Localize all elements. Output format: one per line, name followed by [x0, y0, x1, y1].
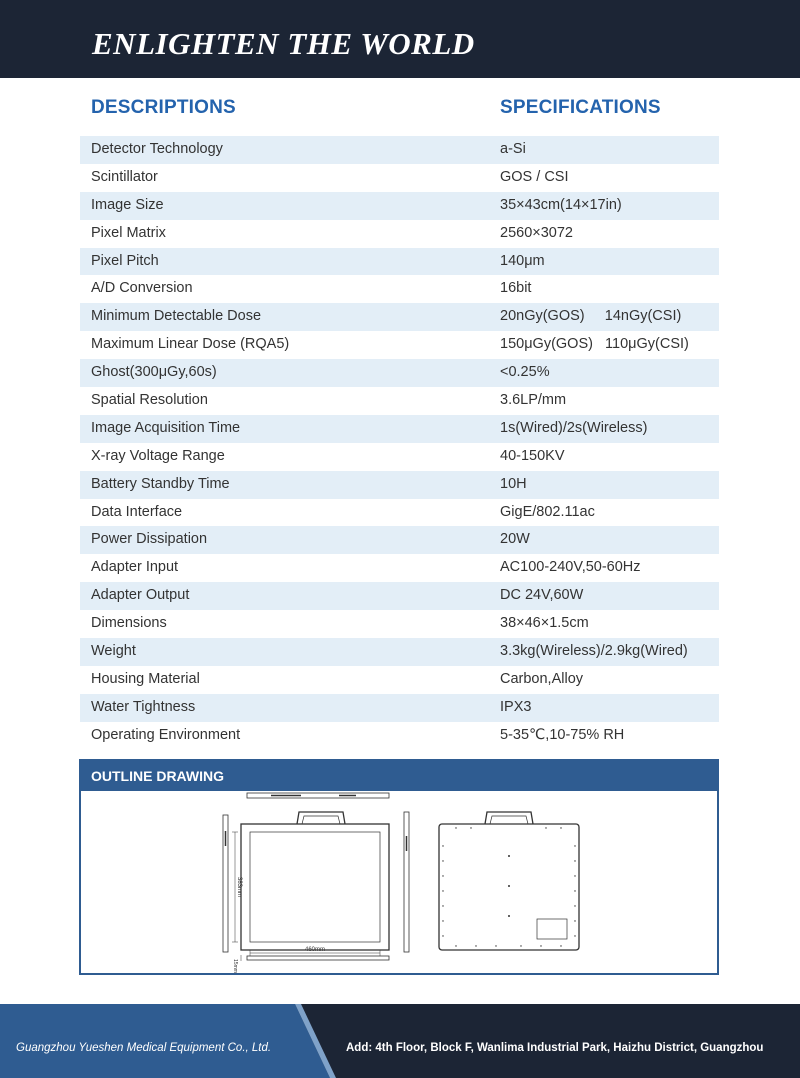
company-name: Guangzhou Yueshen Medical Equipment Co., Ltd. — [16, 1042, 272, 1054]
spec-row — [80, 248, 719, 276]
spec-label: Scintillator — [91, 168, 158, 185]
top-edge-view — [247, 793, 389, 798]
spec-value: 5-35℃,10-75% RH — [500, 726, 625, 743]
spec-row — [80, 164, 719, 192]
footer-background — [0, 1004, 800, 1078]
spec-label: Data Interface — [91, 503, 183, 520]
spec-label: Ghost(300μGy,60s) — [91, 364, 217, 381]
back-view-rivets — [442, 827, 575, 946]
top-banner — [0, 0, 800, 78]
spec-value: GigE/802.11ac — [500, 503, 595, 520]
spec-row — [80, 526, 719, 554]
spec-value: <0.25% — [500, 364, 550, 381]
detector-outline-drawing — [81, 791, 717, 973]
spec-label: Spatial Resolution — [91, 392, 208, 409]
spec-row — [80, 694, 719, 722]
spec-label: Battery Standby Time — [91, 475, 230, 492]
spec-row — [80, 192, 719, 220]
spec-table — [80, 136, 719, 750]
right-side-view — [404, 812, 409, 952]
page-title: ENLIGHTEN THE WORLD — [92, 26, 475, 61]
outline-drawing-header — [81, 761, 717, 791]
spec-row — [80, 582, 719, 610]
outline-drawing-title: OUTLINE DRAWING — [91, 768, 224, 784]
spec-label: Minimum Detectable Dose — [91, 308, 262, 325]
spec-row — [80, 303, 719, 331]
specifications-heading: SPECIFICATIONS — [500, 97, 661, 118]
spec-value: 140μm — [500, 252, 545, 269]
spec-row — [80, 554, 719, 582]
thickness-dimension-label: 15mm — [232, 959, 238, 973]
footer — [0, 1004, 800, 1078]
spec-value: 20nGy(GOS) 14nGy(CSI) — [500, 308, 682, 325]
spec-row — [80, 331, 719, 359]
spec-label: Operating Environment — [91, 726, 241, 743]
spec-value: 150μGy(GOS) 110μGy(CSI) — [500, 336, 689, 353]
spec-label: Pixel Matrix — [91, 224, 166, 241]
back-view — [439, 812, 579, 950]
spec-value: 35×43cm(14×17in) — [500, 196, 622, 213]
descriptions-heading: DESCRIPTIONS — [91, 97, 236, 118]
spec-label: Pixel Pitch — [91, 252, 159, 269]
spec-row — [80, 136, 719, 164]
spec-label: Dimensions — [91, 615, 167, 632]
spec-label: Adapter Output — [91, 587, 190, 604]
spec-label: Power Dissipation — [91, 531, 208, 548]
spec-row — [80, 666, 719, 694]
spec-value: 2560×3072 — [500, 224, 573, 241]
spec-row — [80, 275, 719, 303]
spec-value: 1s(Wired)/2s(Wireless) — [500, 419, 648, 436]
spec-value: DC 24V,60W — [500, 587, 584, 604]
spec-label: Detector Technology — [91, 141, 223, 157]
spec-label: Housing Material — [91, 670, 200, 687]
spec-value: 3.3kg(Wireless)/2.9kg(Wired) — [500, 643, 688, 660]
spec-label: X-ray Voltage Range — [91, 447, 225, 464]
spec-label: Image Size — [91, 196, 164, 213]
spec-label: Maximum Linear Dose (RQA5) — [91, 336, 290, 353]
spec-value: 40-150KV — [500, 447, 565, 464]
outline-drawing-panel — [79, 759, 719, 975]
spec-row — [80, 415, 719, 443]
width-dimension-label: 460mm — [304, 947, 326, 953]
company-address: Add: 4th Floor, Block F, Wanlima Industrial Park, Haizhu District, Guangzhou — [346, 1042, 764, 1054]
spec-value: 3.6LP/mm — [500, 392, 567, 409]
spec-row — [80, 499, 719, 527]
spec-value: GOS / CSI — [500, 168, 569, 185]
spec-row — [80, 610, 719, 638]
spec-label: Adapter Input — [91, 559, 179, 576]
spec-label: Water Tightness — [91, 698, 196, 715]
spec-row — [80, 722, 719, 750]
spec-value: 38×46×1.5cm — [500, 615, 589, 632]
spec-label: A/D Conversion — [91, 280, 193, 297]
spec-value: AC100-240V,50-60Hz — [500, 559, 641, 576]
left-side-view — [223, 815, 238, 952]
spec-row — [80, 443, 719, 471]
bottom-edge-view — [241, 955, 389, 961]
spec-label: Weight — [91, 643, 136, 660]
spec-value: 10H — [500, 475, 527, 492]
spec-value: 16bit — [500, 280, 532, 297]
height-dimension-label: 383mm — [236, 876, 242, 898]
spec-row — [80, 638, 719, 666]
spec-label: Image Acquisition Time — [91, 419, 241, 436]
spec-value: Carbon,Alloy — [500, 670, 584, 687]
spec-value: 20W — [500, 531, 530, 548]
spec-row — [80, 387, 719, 415]
front-view — [241, 812, 389, 956]
spec-row — [80, 471, 719, 499]
spec-value: IPX3 — [500, 698, 532, 715]
spec-value: a-Si — [500, 141, 526, 157]
spec-row — [80, 359, 719, 387]
spec-row — [80, 220, 719, 248]
